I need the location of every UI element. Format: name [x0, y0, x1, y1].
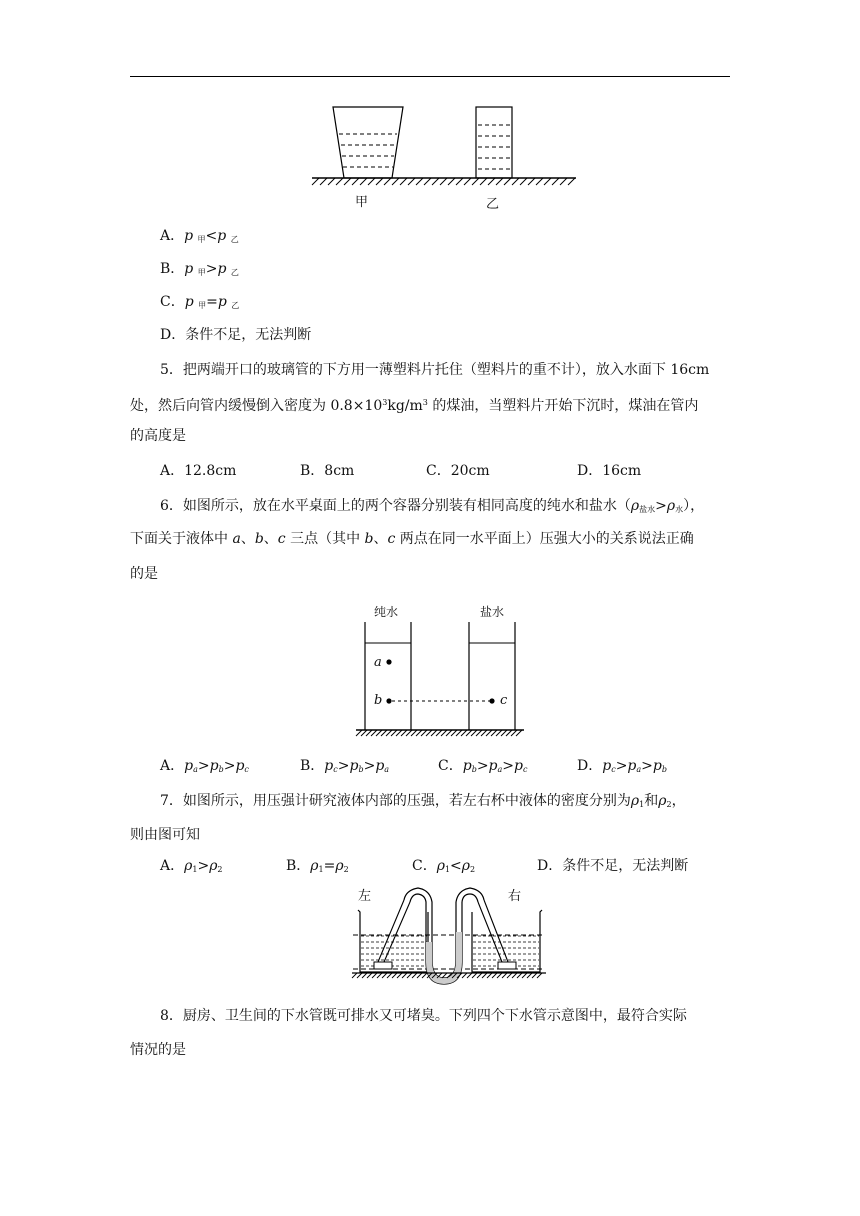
q5-line-2: 处，然后向管内缓慢倒入密度为 $0.8\times 10^3kg/m^3$ 的煤油，当塑料片开始下沉时，煤油在管内: [130, 398, 699, 414]
q4-option-c[interactable]: C．p $_甲$=p $_乙$: [160, 294, 240, 310]
point-a: [386, 659, 391, 664]
figure-pure-salt-water: [350, 600, 530, 745]
point-c: [489, 698, 494, 703]
label-left: 左: [358, 889, 372, 904]
label-pure-water: 纯水: [374, 605, 399, 619]
q5-option-b[interactable]: B．8cm: [300, 463, 355, 479]
point-a-label: a: [374, 655, 382, 670]
q7-option-d[interactable]: D．条件不足，无法判断: [537, 858, 689, 874]
q6-option-d[interactable]: D．$p_c>p_a>p_b$: [577, 758, 667, 774]
point-b: [386, 698, 391, 703]
q6-line-3: 的是: [130, 566, 158, 582]
point-c-label: c: [500, 693, 508, 708]
label-yi: 乙: [486, 197, 500, 212]
q7-option-a[interactable]: A．$\rho_1>\rho_2$: [160, 858, 223, 874]
q7-line-1: 7．如图所示，用压强计研究液体内部的压强，若左右杯中液体的密度分别为$\rho_1$和$\rho_2$，: [160, 793, 686, 809]
figure-manometer: [348, 880, 548, 990]
label-salt-water: 盐水: [480, 605, 505, 619]
q5-line-3: 的高度是: [130, 428, 186, 444]
figure-containers: [300, 100, 590, 210]
q5-option-a[interactable]: A．12.8cm: [160, 463, 237, 479]
q6-option-a[interactable]: A．$p_a>p_b>p_c$: [160, 758, 249, 774]
label-right: 右: [508, 889, 522, 904]
point-b-label: b: [374, 693, 383, 708]
q5-option-c[interactable]: C．20cm: [426, 463, 490, 479]
q6-line-2: 下面关于液体中 a、b、c 三点（其中 b、c 两点在同一水平面上）压强大小的关系说法正确: [130, 531, 694, 547]
q6-line-1: 6．如图所示，放在水平桌面上的两个容器分别装有相同高度的纯水和盐水$(\rho_{盐水}>\rho_水)$，: [160, 498, 705, 514]
q7-option-c[interactable]: C．$\rho_1<\rho_2$: [412, 858, 476, 874]
q8-line-2: 情况的是: [130, 1042, 186, 1058]
q8-line-1: 8．厨房、卫生间的下水管既可排水又可堵臭。下列四个下水管示意图中，最符合实际: [160, 1008, 687, 1024]
q5-line-1: 5．把两端开口的玻璃管的下方用一薄塑料片托住（塑料片的重不计），放入水面下 16cm: [160, 362, 710, 378]
q6-option-b[interactable]: B．$p_c>p_b>p_a$: [300, 758, 390, 774]
q4-option-a[interactable]: A．p $_甲$<p $_乙$: [160, 228, 239, 244]
q5-option-d[interactable]: D．16cm: [577, 463, 642, 479]
q6-option-c[interactable]: C．$p_b>p_a>p_c$: [438, 758, 528, 774]
q7-option-b[interactable]: B．$\rho_1=\rho_2$: [286, 858, 349, 874]
header-rule: [130, 76, 730, 77]
q4-option-d[interactable]: D．条件不足，无法判断: [160, 327, 312, 343]
q4-option-b[interactable]: B．p $_甲$>p $_乙$: [160, 261, 239, 277]
q7-line-2: 则由图可知: [130, 827, 200, 843]
label-jia: 甲: [355, 195, 369, 210]
